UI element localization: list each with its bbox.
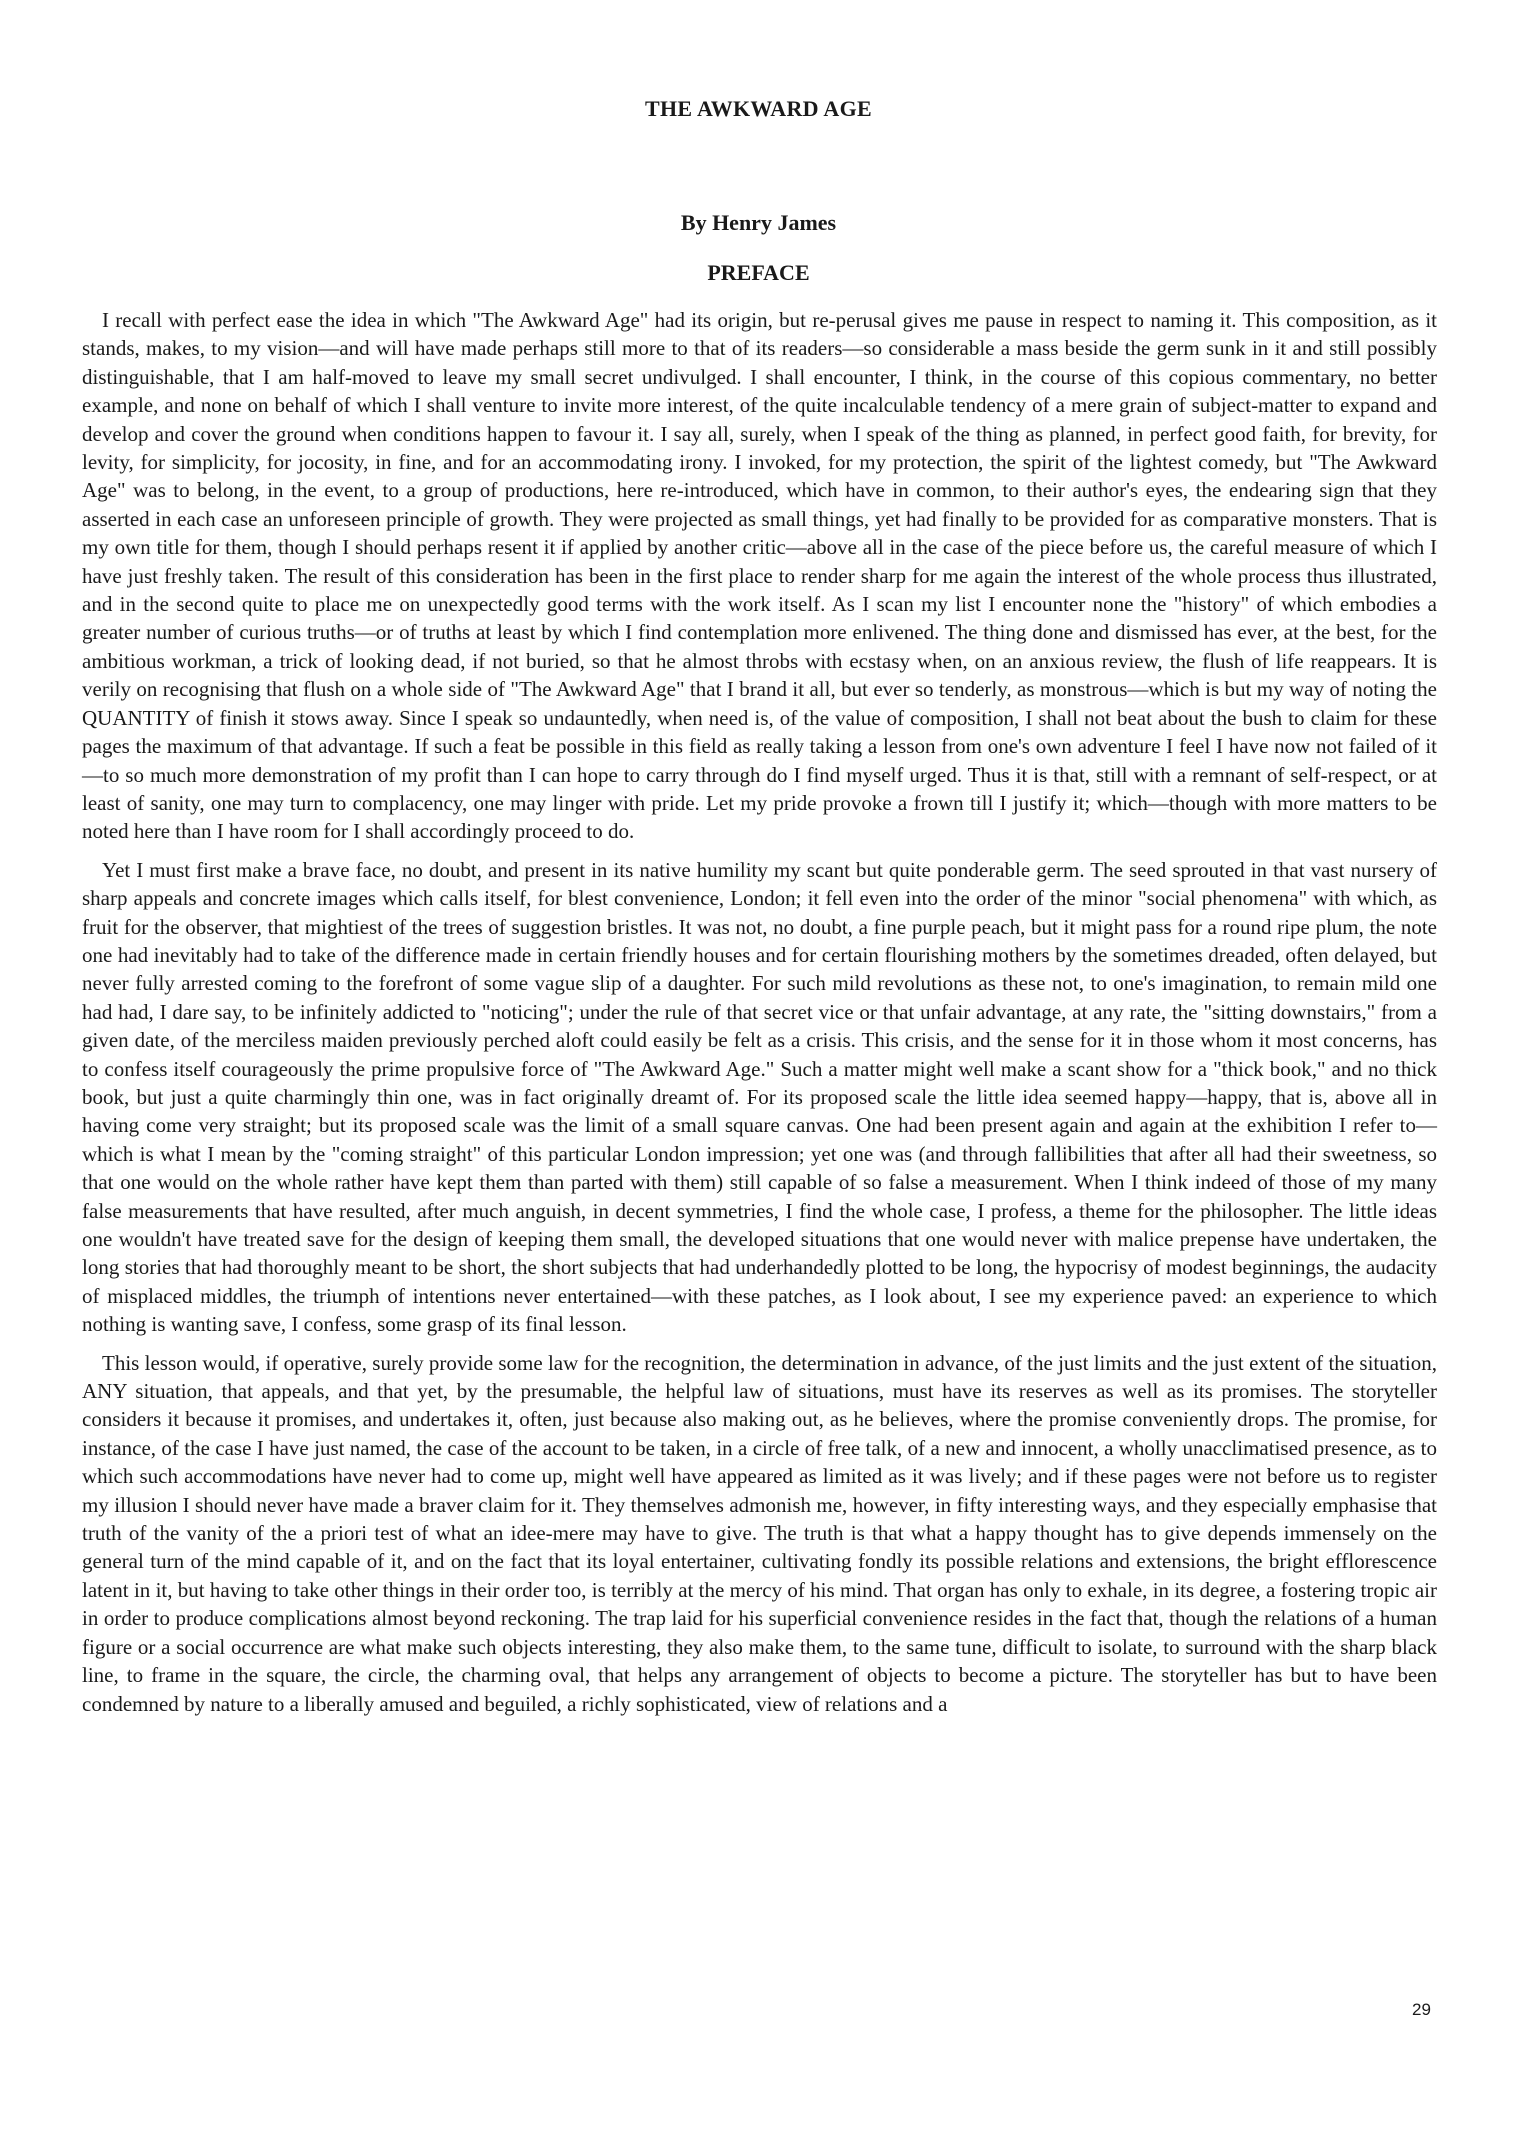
paragraph-2: Yet I must first make a brave face, no doubt, and present in its native humility my scant but quite ponderable germ. The seed sprouted in that vast nursery of sharp appeals and concrete images which calls itself, for blest convenience, London; it fell even into the order of the minor "social phenomena" with which, as fruit for the observer, that mightiest of the trees of suggestion bristles. It was not, no doubt, a fine purple peach, but it might pass for a round ripe plum, the note one had inevitably had to take of the difference made in certain friendly houses and for certain flourishing mothers by the sometimes dreaded, often delayed, but never fully arrested coming to the forefront of some vague slip of a daughter. For such mild revolutions as these not, to one's imagination, to remain mild one had had, I dare say, to be infinitely addicted to "noticing"; under the rule of that secret vice or that unfair advantage, at any rate, the "sitting downstairs," from a given date, of the merciless maiden previously perched aloft could easily be felt as a crisis. This crisis, and the sense for it in those whom it most concerns, has to confess itself courageously the prime propulsive force of "The Awkward Age." Such a matter might well make a scant show for a "thick book," and no thick book, but just a quite charmingly thin one, was in fact originally dreamt of. For its proposed scale the little idea seemed happy—happy, that is, above all in having come very straight; but its proposed scale was the limit of a small square canvas. One had been present again and again at the exhibition I refer to—which is what I mean by the "coming straight" of this particular London impression; yet one was (and through fallibilities that after all had their sweetness, so that one would on the whole rather have kept them than parted with them) still capable of so false a measurement. When I think indeed of those of my many false measurements that have resulted, after much anguish, in decent symmetries, I find the whole case, I profess, a theme for the philosopher. The little ideas one wouldn't have treated save for the design of keeping them small, the developed situations that one would never with malice prepense have undertaken, the long stories that had thoroughly meant to be short, the short subjects that had underhandedly plotted to be long, the hypocrisy of modest beginnings, the audacity of misplaced middles, the triumph of intentions never entertained—with these patches, as I look about, I see my experience paved: an experience to which nothing is wanting save, I confess, some grasp of its final lesson. (82, 857, 1437, 1337)
author-byline: By Henry James (680, 210, 837, 235)
paragraph-3: This lesson would, if operative, surely provide some law for the recognition, the determination in advance, of the just limits and the just extent of the situation, ANY situation, that appeals, and that yet, by the presumable, the helpful law of situations, must have its reserves as well as its promises. The storyteller considers it because it promises, and undertakes it, often, just because also making out, as he believes, where the promise conveniently drops. The promise, for instance, of the case I have just named, the case of the account to be taken, in a circle of free talk, of a new and innocent, a wholly unacclimatised presence, as to which such accommodations have never had to come up, might well have appeared as limited as it was lively; and if these pages were not before us to register my illusion I should never have made a braver claim for it. They themselves admonish me, however, in fifty interesting ways, and they especially emphasise that truth of the vanity of the a priori test of what an idee-mere may have to give. The truth is that what a happy thought has to give depends immensely on the general turn of the mind capable of it, and on the fact that its loyal entertainer, cultivating fondly its possible relations and extensions, the bright efflorescence latent in it, but having to take other things in their order too, is terribly at the mercy of his mind. That organ has only to exhale, in its degree, a fostering tropic air in order to produce complications almost beyond reckoning. The trap laid for his superficial convenience resides in the fact that, though the relations of a human figure or a social occurrence are what make such objects interesting, they also make them, to the same tune, difficult to isolate, to surround with the sharp black line, to frame in the square, the circle, the charming oval, that helps any arrangement of objects to become a picture. The storyteller has but to have been condemned by nature to a liberally amused and beguiled, a richly sophisticated, view of relations and a (82, 1350, 1437, 1716)
body-text (82, 306, 1437, 1728)
section-heading: PREFACE (707, 260, 810, 285)
paragraph-1: I recall with perfect ease the idea in which "The Awkward Age" had its origin, but re-perusal gives me pause in respect to naming it. This composition, as it stands, makes, to my vision—and will have made perhaps still more to that of its readers—so considerable a mass beside the germ sunk in it and still possibly distinguishable, that I am half-moved to leave my small secret undivulged. I shall encounter, I think, in the course of this copious commentary, no better example, and none on behalf of which I shall venture to invite more interest, of the quite incalculable tendency of a mere grain of subject-matter to expand and develop and cover the ground when conditions happen to favour it. I say all, surely, when I speak of the thing as planned, in perfect good faith, for brevity, for levity, for simplicity, for jocosity, in fine, and for an accommodating irony. I invoked, for my protection, the spirit of the lightest comedy, but "The Awkward Age" was to belong, in the event, to a group of productions, here re-introduced, which have in common, to their author's eyes, the endearing sign that they asserted in each case an unforeseen principle of growth. They were projected as small things, yet had finally to be provided for as comparative monsters. That is my own title for them, though I should perhaps resent it if applied by another critic—above all in the case of the piece before us, the careful measure of which I have just freshly taken. The result of this consideration has been in the first place to render sharp for me again the interest of the whole process thus illustrated, and in the second quite to place me on unexpectedly good terms with the work itself. As I scan my list I encounter none the "history" of which embodies a greater number of curious truths—or of truths at least by which I find contemplation more enlivened. The thing done and dismissed has ever, at the best, for the ambitious workman, a trick of looking dead, if not buried, so that he almost throbs with ecstasy when, on an anxious review, the flush of life reappears. It is verily on recognising that flush on a whole side of "The Awkward Age" that I brand it all, but ever so tenderly, as monstrous—which is but my way of noting the QUANTITY of finish it stows away. Since I speak so undauntedly, when need is, of the value of composition, I shall not beat about the bush to claim for these pages the maximum of that advantage. If such a feat be possible in this field as really taking a lesson from one's own adventure I feel I have now not failed of it—to so much more demonstration of my profit than I can hope to carry through do I find myself urged. Thus it is that, still with a remnant of self-respect, or at least of sanity, one may turn to complacency, one may linger with pride. Let my pride provoke a frown till I justify it; which—though with more matters to be noted here than I have room for I shall accordingly proceed to do. (82, 308, 1437, 844)
page-number: 29 (1412, 2000, 1431, 2019)
book-title: THE AWKWARD AGE (645, 96, 872, 121)
